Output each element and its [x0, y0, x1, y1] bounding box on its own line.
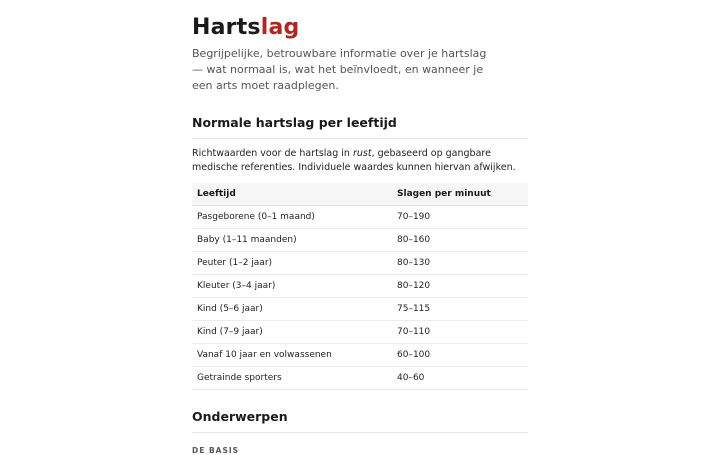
- table-row: [192, 206, 528, 229]
- table-cell-age: Kleuter (3–4 jaar): [192, 275, 392, 298]
- table-cell-bpm: 80–120: [392, 275, 528, 298]
- page-title: [192, 14, 528, 42]
- column-header-age: Leeftijd: [192, 183, 392, 206]
- table-cell-bpm: 80–130: [392, 252, 528, 275]
- table-row: [192, 252, 528, 275]
- main-content: [192, 14, 528, 455]
- table-cell-bpm: 70–110: [392, 321, 528, 344]
- title-main: Harts: [192, 15, 261, 40]
- table-cell-age: Kind (7–9 jaar): [192, 321, 392, 344]
- table-cell-age: Pasgeborene (0–1 maand): [192, 206, 392, 229]
- rates-description-start: Richtwaarden voor de hartslag in: [192, 148, 353, 159]
- table-cell-bpm: 70–190: [392, 206, 528, 229]
- table-cell-age: Peuter (1–2 jaar): [192, 252, 392, 275]
- table-cell-age: Vanaf 10 jaar en volwassenen: [192, 344, 392, 367]
- table-row: [192, 367, 528, 390]
- table-cell-age: Kind (5–6 jaar): [192, 298, 392, 321]
- table-row: [192, 275, 528, 298]
- topic-category-label: DE BASIS: [192, 446, 240, 455]
- table-header-row: [192, 183, 528, 206]
- table-cell-age: Baby (1–11 maanden): [192, 229, 392, 252]
- intro-text: Begrijpelijke, betrouwbare informatie over je hartslag — wat normaal is, wat het beïnvloedt, en wanneer je een arts moet raadplegen.: [192, 47, 487, 92]
- section-heading-rates: Normale hartslag per leeftijd: [192, 114, 528, 139]
- rates-description: [192, 147, 528, 174]
- title-accent: lag: [260, 15, 300, 40]
- table-cell-age: Getrainde sporters: [192, 367, 392, 390]
- table-cell-bpm: 75–115: [392, 298, 528, 321]
- table-cell-bpm: 80–160: [392, 229, 528, 252]
- table-cell-bpm: 40–60: [392, 367, 528, 390]
- table-row: [192, 321, 528, 344]
- table-row: [192, 344, 528, 367]
- section-heading-topics: Onderwerpen: [192, 408, 528, 433]
- table-row: [192, 229, 528, 252]
- table-row: [192, 298, 528, 321]
- column-header-bpm: Slagen per minuut: [392, 183, 528, 206]
- table-cell-bpm: 60–100: [392, 344, 528, 367]
- rates-description-emphasis: rust: [352, 148, 372, 159]
- heart-rate-table: [192, 183, 528, 390]
- rates-description-end: , gebaseerd op gangbare medische referenties. Individuele waardes kunnen hiervan afwijken.: [192, 148, 516, 173]
